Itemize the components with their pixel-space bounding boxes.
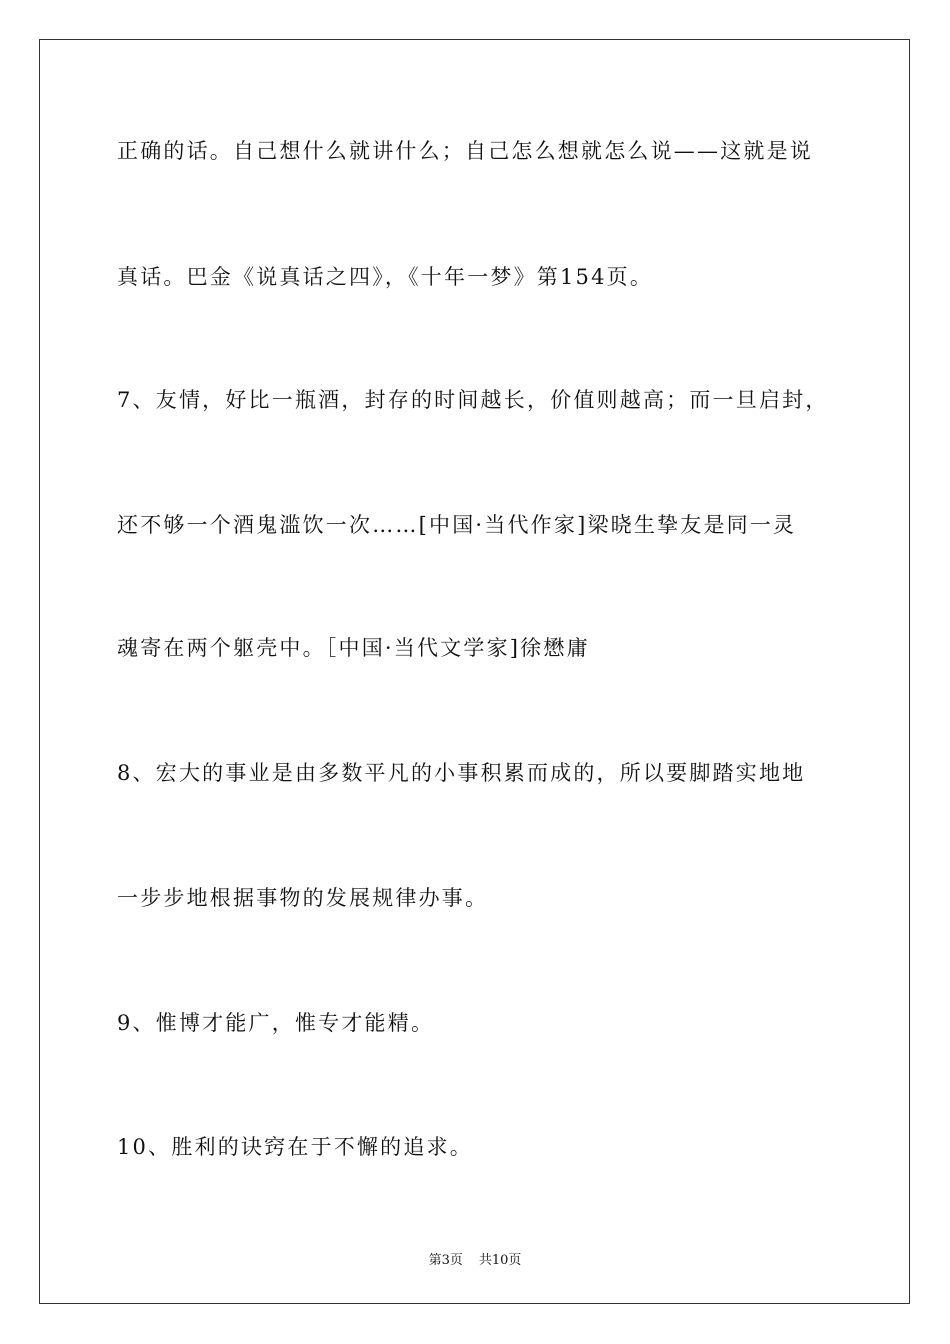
page-border [39,39,910,1304]
text-line-7: 一步步地根据事物的发展规律办事。 [117,886,489,910]
text-line-9: 10、胜利的诀窍在于不懈的追求。 [117,1135,473,1159]
total-pages: 共10页 [478,1253,522,1268]
text-line-8: 9、惟博才能广，惟专才能精。 [117,1011,435,1035]
text-line-6: 8、宏大的事业是由多数平凡的小事积累而成的，所以要脚踏实地地 [117,761,806,785]
page-footer [0,1249,950,1268]
text-line-3: 7、友情，好比一瓶酒，封存的时间越长，价值则越高；而一旦启封， [117,388,829,412]
text-line-2: 真话。巴金《说真话之四》，《十年一梦》第154页。 [117,265,654,289]
text-line-5: 魂寄在两个躯壳中。［中国·当代文学家]徐懋庸 [117,636,590,660]
page-number: 第3页 [428,1253,463,1268]
text-line-4: 还不够一个酒鬼滥饮一次……[中国·当代作家]梁晓生挚友是同一灵 [117,513,797,537]
text-line-1: 正确的话。自己想什么就讲什么；自己怎么想就怎么说——这就是说 [117,139,813,163]
